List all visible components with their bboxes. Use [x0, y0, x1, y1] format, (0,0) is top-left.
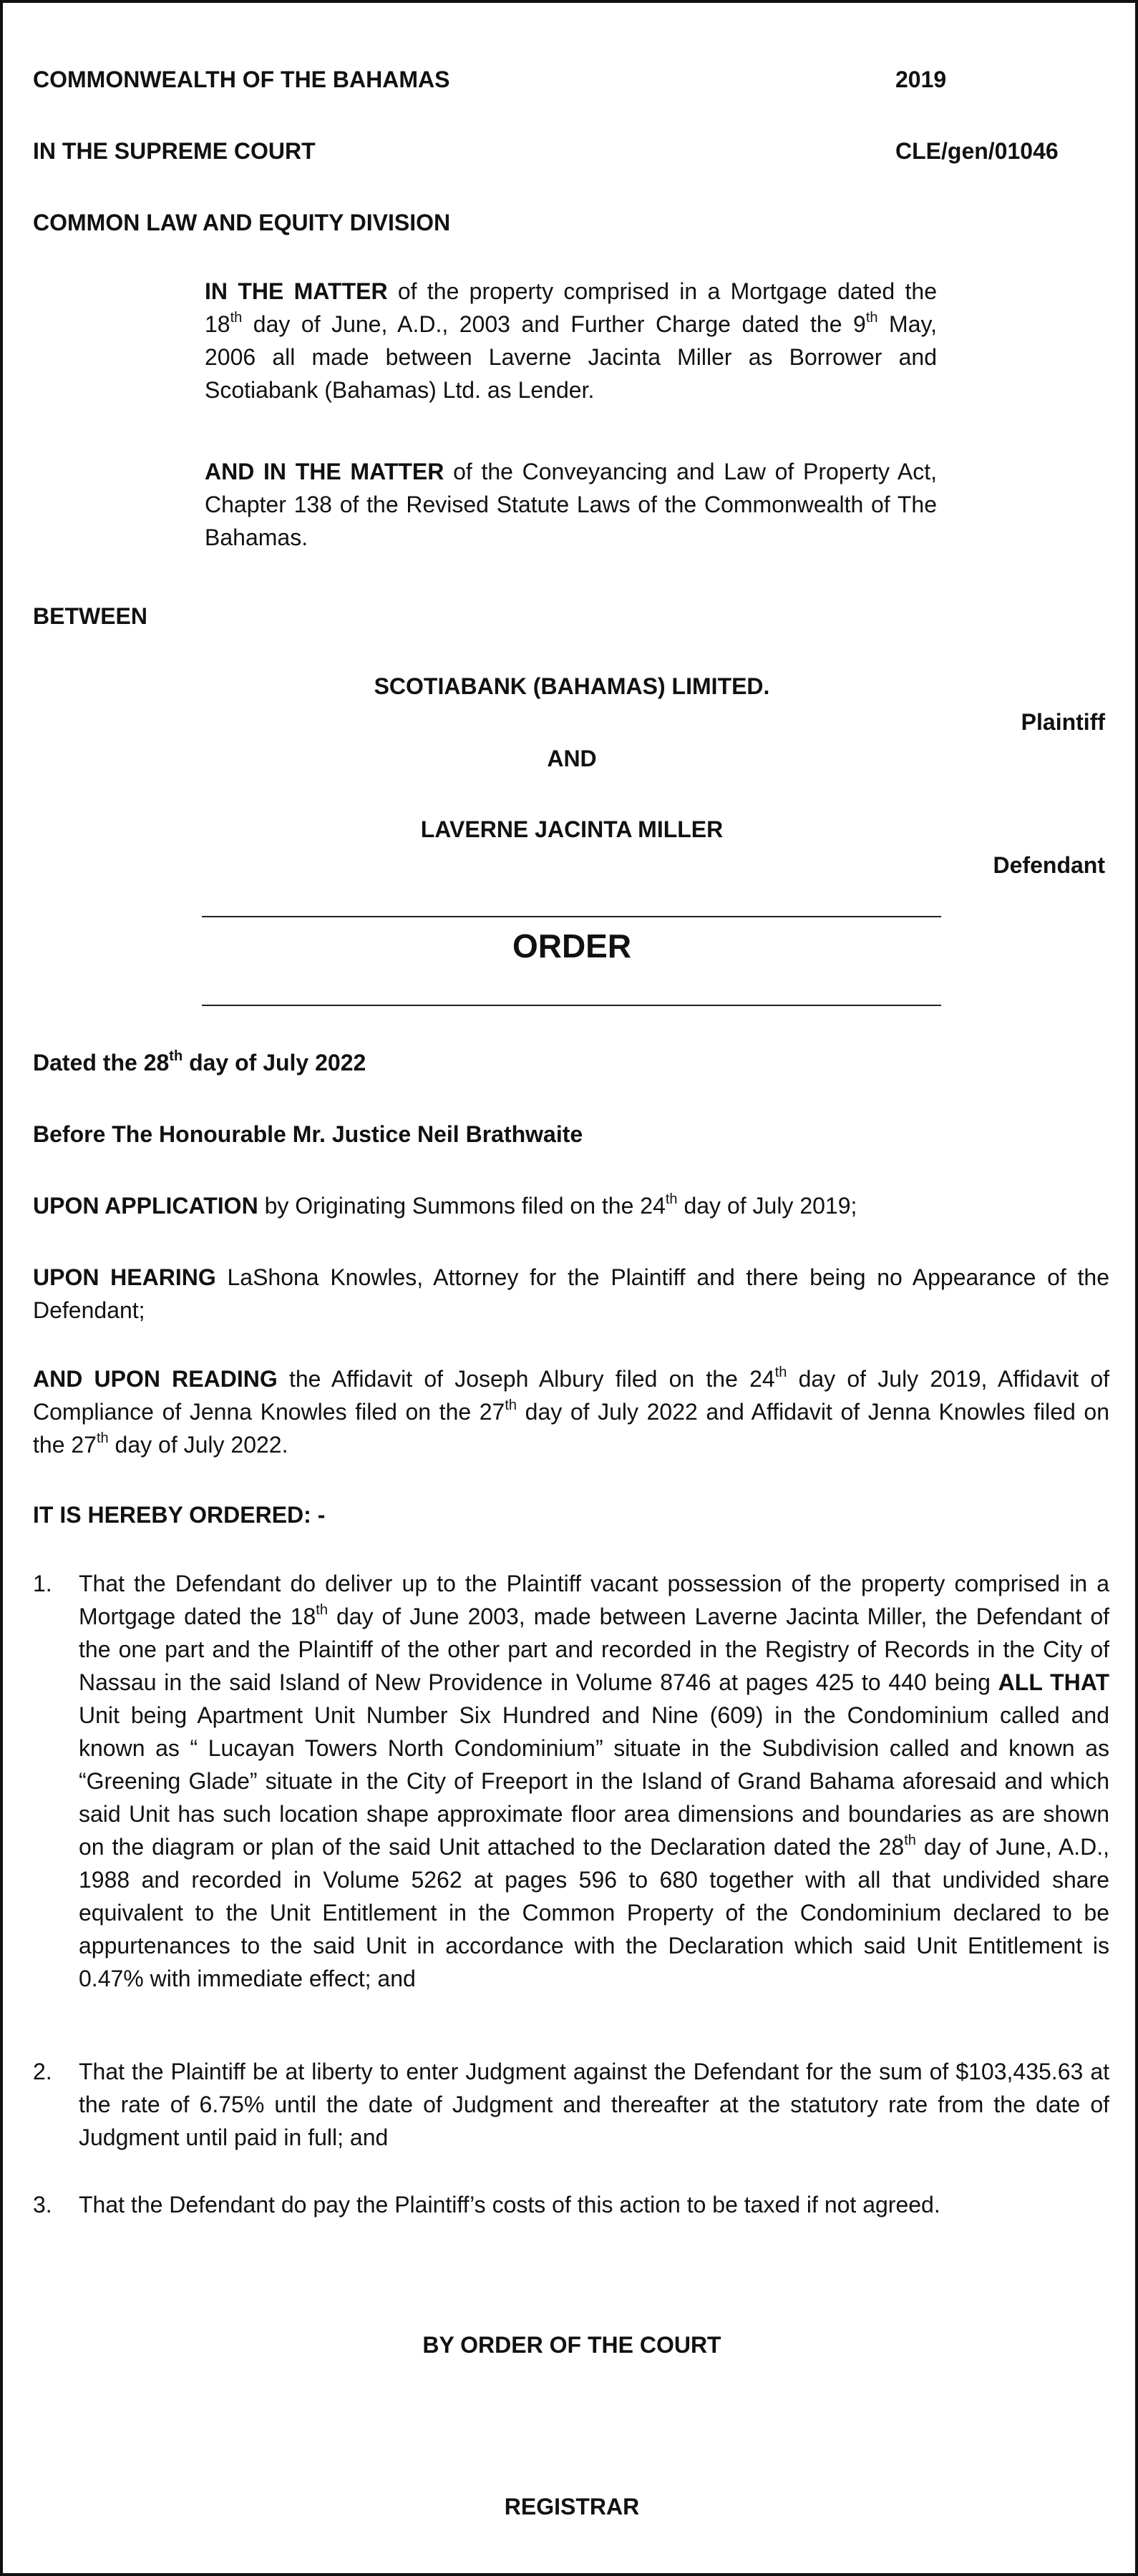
registrar-signature-label: REGISTRAR [504, 2494, 640, 2519]
court-heading: IN THE SUPREME COURT [33, 138, 316, 164]
case-number: CLE/gen/01046 [895, 138, 1059, 164]
and-label: AND [547, 746, 597, 771]
upon-application-paragraph: UPON APPLICATION by Originating Summons filed on the 24th day of July 2019; [33, 1191, 857, 1219]
order-item-text: That the Defendant do deliver up to the Plaintiff vacant possession of the property comprised in a Mortgage dated the 18th day of June 2003, made between Laverne Jacinta Miller, the Defendant of the one part and the Plaintiff of the other part and recorded in the Registry of Records in the City of Nassau in the said Island of New Providence in Volume 8746 at pages 425 to 440 being ALL THAT Unit being Apartment Unit Number Six Hundred and Nine (609) in the Condominium called and known as “ Lucayan Towers North Condominium” situate in the Subdivision called and known as “Greening Glade” situate in the City of Freeport in the Island of Grand Bahama aforesaid and which said Unit has such location shape approximate floor area dimensions and boundaries as are shown on the diagram or plan of the said Unit attached to the Declaration dated the 28th day of June, A.D., 1988 and recorded in Volume 5262 at pages 596 to 680 together with all that undivided share equivalent to the Unit Entitlement in the Common Property of the Condominium declared to be appurtenances to the said Unit in accordance with the Declaration which said Unit Entitlement is 0.47% with immediate effect; and [79, 1571, 1110, 1991]
dated-line: Dated the 28th day of July 2022 [33, 1048, 366, 1075]
ordered-heading: IT IS HEREBY ORDERED: - [33, 1502, 326, 1528]
matter-paragraph-1: IN THE MATTER of the property comprised in a Mortgage dated the 18th day of June, A.D., 2003 and Further Charge dated the 9th May, 2006 all made between Laverne Jacinta Miller as Borrower and Scotiabank (Bahamas) Ltd. as Lender. [205, 278, 938, 403]
division-heading: COMMON LAW AND EQUITY DIVISION [33, 210, 451, 235]
order-item-text: That the Plaintiff be at liberty to enter Judgment against the Defendant for the sum of $103,435.63 at the rate of 6.75% until the date of Judgment and thereafter at the statutory rate from the date of Judgment until paid in full; and [79, 2059, 1109, 2150]
order-title: ORDER [512, 927, 632, 965]
between-label: BETWEEN [33, 603, 147, 629]
before-judge-line: Before The Honourable Mr. Justice Neil Brathwaite [33, 1121, 583, 1147]
divider-top [202, 916, 941, 917]
order-item-text: That the Defendant do pay the Plaintiff’s costs of this action to be taxed if not agreed. [79, 2192, 940, 2218]
matter-paragraph-2: AND IN THE MATTER of the Conveyancing and Law of Property Act, Chapter 138 of the Revised Statute Laws of the Commonwealth of The Bahamas. [205, 459, 938, 550]
defendant-label: Defendant [993, 852, 1105, 878]
order-item-number: 1. [33, 1571, 52, 1596]
upon-hearing-paragraph: UPON HEARING LaShona Knowles, Attorney for the Plaintiff and there being no Appearance of the Defendant; [33, 1264, 1110, 1323]
plaintiff-label: Plaintiff [1021, 709, 1105, 735]
by-order-of-court: BY ORDER OF THE COURT [422, 2332, 721, 2358]
order-item-number: 3. [33, 2192, 52, 2218]
commonwealth-heading: COMMONWEALTH OF THE BAHAMAS [33, 67, 450, 92]
defendant-name: LAVERNE JACINTA MILLER [420, 816, 724, 842]
divider-bottom [202, 1005, 941, 1006]
case-year: 2019 [895, 67, 947, 92]
plaintiff-name: SCOTIABANK (BAHAMAS) LIMITED. [374, 673, 770, 699]
upon-reading-paragraph: AND UPON READING the Affidavit of Joseph Albury filed on the 24th day of July 2019, Affidavit of Compliance of Jenna Knowles filed on the 27th day of July 2022 and Affidavit of Jenna Knowles filed on the 27th day of July 2022. [33, 1365, 1110, 1458]
order-item-number: 2. [33, 2059, 52, 2084]
